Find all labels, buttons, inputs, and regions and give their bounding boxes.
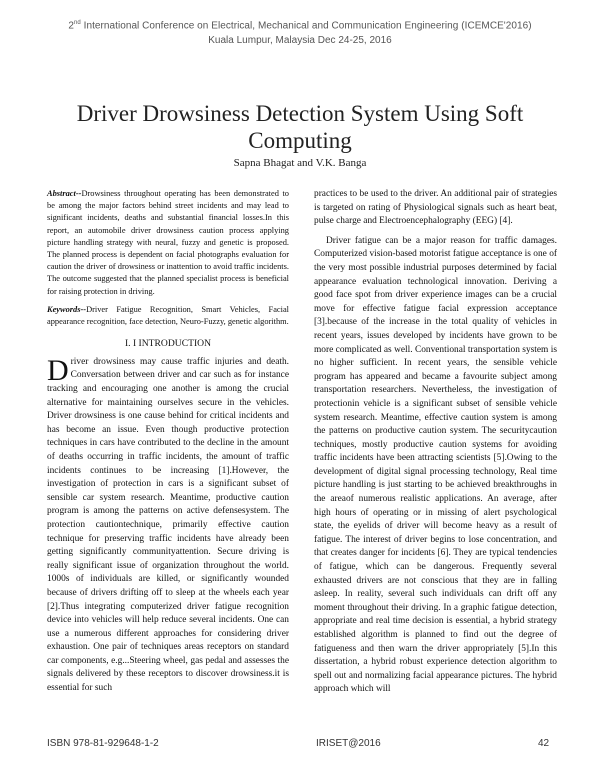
conference-location: Kuala Lumpur, Malaysia Dec 24-25, 2016 [208, 35, 392, 46]
intro-paragraph-2: Driver fatigue can be a major reason for traffic damages. Computerized vision-based motorist fatigue acceptance is one of the very most possible industrial purposes determined by facial appearance evaluation technological innovation. Deriving a good face spot from driver experience images can be a crucial move for effective fatigue facial expression acceptance [3].because of the increase in the total quality of vehicles in recent years, issues developed by incidents have grown to be more complicated as well. Conventional transportation system is no higher sufficient. In recent years, the sensible vehicle program has appeared and became a favourite subject among transportation researchers. Nevertheless, the investigation of protectionin vehicle is a significant subset of sensible vehicle system research. Meantime, effective caution system is among the patterns on productive caution system. The securitycaution techniques, mostly productive caution systems for avoiding traffic incidents have been attracting scientists [5].Owing to the development of digital signal processing technology, Real time picture handling is just starting to be achieved breakthroughs in the areaof numerous realistic applications. An average, after high hours of operating or in missing of alert psychological state, the eyelids of driver will become heavy as a result of fatigue. The interest of driver begins to lose concentration, and that creates danger for incidents [6]. They are typical tendencies of fatigue, which can be dangerous. Frequently several exhausted drivers are not conscious that they are in falling asleep. In reality, several such individuals can drift off any moment throughout their driving. In a graphic fatigue detection, appropriate and real time decision is essential, a hybrid strategy established algorithm is planned to find out the degree of fatigueness and then warn the driver appropriately [5].In this dissertation, a hybrid robust experience detection algorithm to spell out and normalizing facial appearance pictures. The hybrid approach which will [314, 235, 557, 695]
abstract-label: Abstract-- [47, 189, 82, 198]
paper-title-line1: Driver Drowsiness Detection System Using Soft [76, 101, 524, 126]
abstract-text: Drowsiness throughout operating has been demonstrated to be among the major factors behind street incidents and may lead to significant incidents, deaths and substantial financial losses.In this report, an automobile driver drowsiness caution process applying picture handling strategy with neural, fuzzy and genetic is proposed. The planned process is dependent on facial photographs evaluation for caution the driver of drowsiness or inattention to avoid traffic incidents. The outcome suggested that the planned specialist process is beneficial for raising protection in driving. [47, 189, 289, 296]
paper-title [40, 100, 560, 154]
conference-ordinal-suffix: nd [74, 20, 81, 26]
conference-ordinal: 2 [68, 20, 75, 32]
footer-publisher: IRISET@2016 [316, 738, 381, 749]
page-number: 42 [538, 738, 550, 749]
left-column [47, 188, 289, 696]
intro-paragraph-1 [47, 353, 289, 696]
conference-header [0, 20, 600, 31]
keywords-text: Driver Fatigue Recognition, Smart Vehicles, Facial appearance recognition, face detection, Neuro-Fuzzy, genetic algorithm. [47, 304, 289, 327]
right-column [314, 188, 557, 697]
keywords-label: Keywords-- [47, 304, 87, 314]
keywords [47, 304, 289, 328]
section-heading-introduction: I. I INTRODUCTION [124, 338, 212, 350]
intro-paragraph-1-continued: practices to be used to the driver. An additional pair of strategies is targeted on rating of Physiological signals such as heart beat, pulse charge and Electroencephalography (EEG) [4]. [314, 189, 557, 227]
intro-paragraph-1-text: river drowsiness may cause traffic injuries and death. Conversation between driver and car such as for instance tracking and encouraging one another is among the crucial alternative for maintaining ourselves secure in the vehicles. Driver drowsiness is one cause behind for critical incidents and has become an issue. Even though productive protection techniques in cars have contributed to the decline in the amount of deaths occurring in traffic incidents, the amount of traffic incidents continues to be increasing [1].However, the investigation of protection in cars is a significant subset of sensible car system research. Meantime, productive caution program is among the patterns on active defensesystem. The protection cautiontechnique, primarily effective caution technique for preserving traffic incidents have already been getting significantly communityattention. Secure driving is really significant issue of organization throughout the world. 1000s of individuals are killed, or significantly wounded because of drivers drifting off to sleep at the wheels each year [2].Thus integrating computerized driver fatigue recognition device into vehicles will help reduce several incidents. One can use a numerous different approaches for considering driver exhaustion. One pair of techniques areas receptors on standard car components, e.g...Steering wheel, gas pedal and assesses the signals delivered by these receptors to discover drowsiness.it is essential for such [47, 356, 289, 694]
paper-authors: Sapna Bhagat and V.K. Banga [233, 157, 367, 169]
conference-name: International Conference on Electrical, Mechanical and Communication Engineering (ICEMCE'2016) [80, 20, 532, 32]
footer-isbn: ISBN 978-81-929648-1-2 [47, 738, 159, 749]
abstract [47, 188, 289, 298]
drop-cap: D [47, 353, 69, 387]
paper-title-line2: Computing [248, 128, 352, 153]
